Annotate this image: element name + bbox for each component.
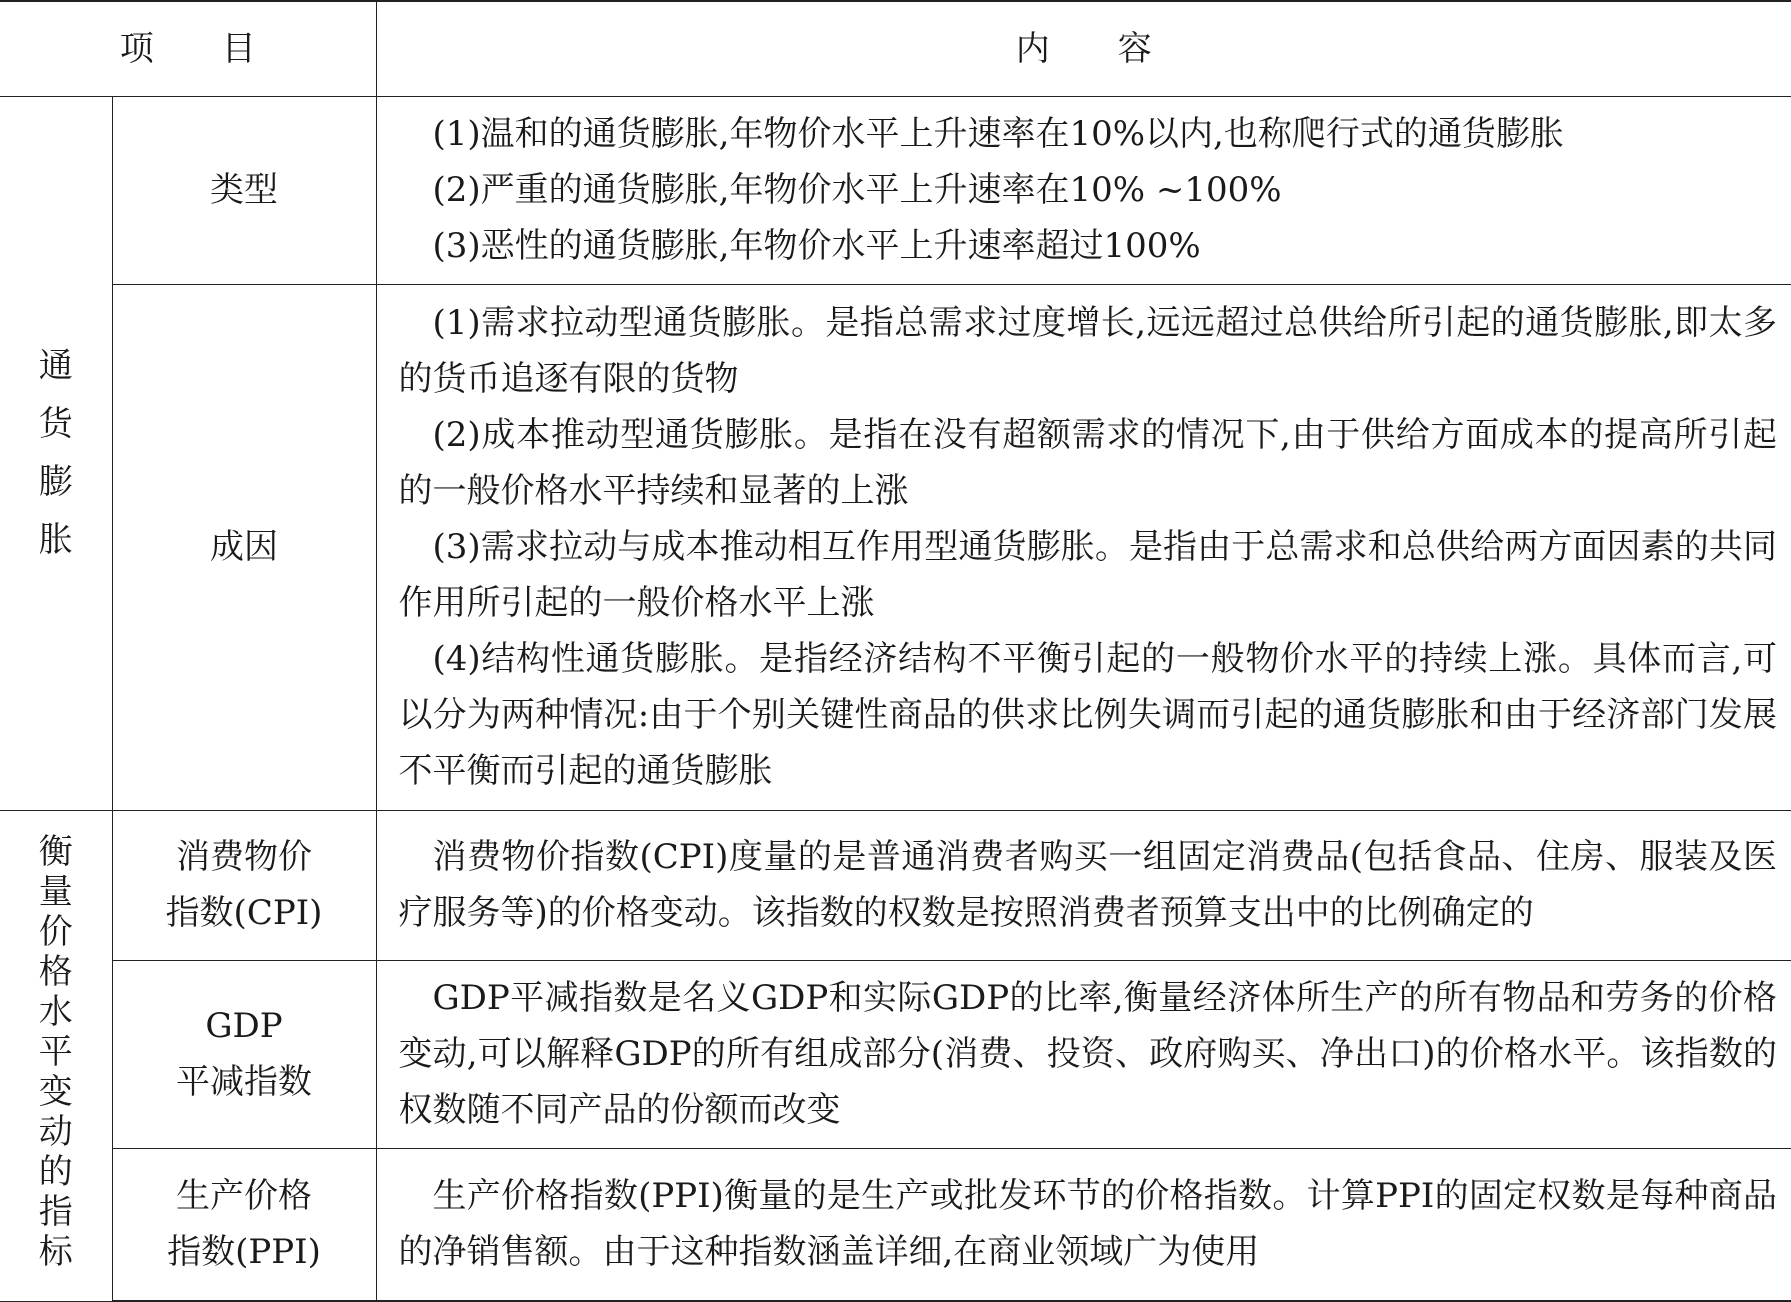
indicators-category-label: 衡量价格水平变动的指标 xyxy=(38,831,73,1272)
header-content-cell xyxy=(376,1,1791,96)
causes-content-cell xyxy=(376,284,1791,810)
gdp-label-cell xyxy=(112,960,376,1148)
type-item: (2)严重的通货膨胀,年物价水平上升速率在10% ~100% xyxy=(432,170,1282,210)
header-item-cell xyxy=(0,1,376,96)
inflation-causes-row xyxy=(0,284,1791,810)
cpi-label-cell xyxy=(112,810,376,960)
inflation-category-cell xyxy=(0,96,112,810)
cause-item: (3)需求拉动与成本推动相互作用型通货膨胀。是指由于总需求和总供给两方面因素的共同作用所引起的一般价格水平上涨 xyxy=(398,527,1777,623)
cpi-text: 消费物价指数(CPI)度量的是普通消费者购买一组固定消费品(包括食品、住房、服装及医疗服务等)的价格变动。该指数的权数是按照消费者预算支出中的比例确定的 xyxy=(398,837,1777,933)
causes-label: 成因 xyxy=(210,527,278,567)
cpi-label-line2: 指数(CPI) xyxy=(165,893,323,933)
ppi-label-line1: 生产价格 xyxy=(176,1176,312,1217)
cpi-label-line1: 消费物价 xyxy=(176,837,312,877)
cpi-row xyxy=(0,810,1791,960)
gdp-text: GDP平减指数是名义GDP和实际GDP的比率,衡量经济体所生产的所有物品和劳务的价格变动,可以解释GDP的所有组成部分(消费、投资、政府购买、净出口)的价格水平。该指数的权数随不同产品的份额而改变 xyxy=(398,978,1777,1130)
type-item: (1)温和的通货膨胀,年物价水平上升速率在10%以内,也称爬行式的通货膨胀 xyxy=(432,114,1564,154)
cause-item: (1)需求拉动型通货膨胀。是指总需求过度增长,远远超过总供给所引起的通货膨胀,即太多的货币追逐有限的货物 xyxy=(398,303,1777,399)
header-row xyxy=(0,1,1791,96)
inflation-category-label: 通货膨胀 xyxy=(38,346,73,560)
inflation-types-row xyxy=(0,96,1791,284)
gdp-label-line2: 平减指数 xyxy=(176,1062,312,1102)
cause-item: (4)结构性通货膨胀。是指经济结构不平衡引起的一般物价水平的持续上涨。具体而言,可以分为两种情况:由于个别关键性商品的供求比例失调而引起的通货膨胀和由于经济部门发展不平衡而引起的通货膨胀 xyxy=(398,639,1777,791)
header-item-label: 项 目 xyxy=(119,28,256,69)
header-content-label: 内 容 xyxy=(1015,28,1152,69)
ppi-content-cell xyxy=(376,1148,1791,1301)
types-label: 类型 xyxy=(210,170,278,210)
ppi-label-cell xyxy=(112,1148,376,1301)
gdp-label-line1: GDP xyxy=(205,1006,283,1046)
gdp-row xyxy=(0,960,1791,1148)
indicators-category-cell xyxy=(0,810,112,1301)
gdp-content-cell xyxy=(376,960,1791,1148)
type-item: (3)恶性的通货膨胀,年物价水平上升速率超过100% xyxy=(432,226,1201,266)
types-label-cell xyxy=(112,96,376,284)
ppi-row xyxy=(0,1148,1791,1301)
cpi-content-cell xyxy=(376,810,1791,960)
causes-label-cell xyxy=(112,284,376,810)
cause-item: (2)成本推动型通货膨胀。是指在没有超额需求的情况下,由于供给方面成本的提高所引起的一般价格水平持续和显著的上涨 xyxy=(398,415,1777,511)
types-content-cell xyxy=(376,96,1791,284)
ppi-label-line2: 指数(PPI) xyxy=(167,1232,321,1273)
ppi-text: 生产价格指数(PPI)衡量的是生产或批发环节的价格指数。计算PPI的固定权数是每种商品的净销售额。由于这种指数涵盖详细,在商业领域广为使用 xyxy=(398,1176,1777,1273)
